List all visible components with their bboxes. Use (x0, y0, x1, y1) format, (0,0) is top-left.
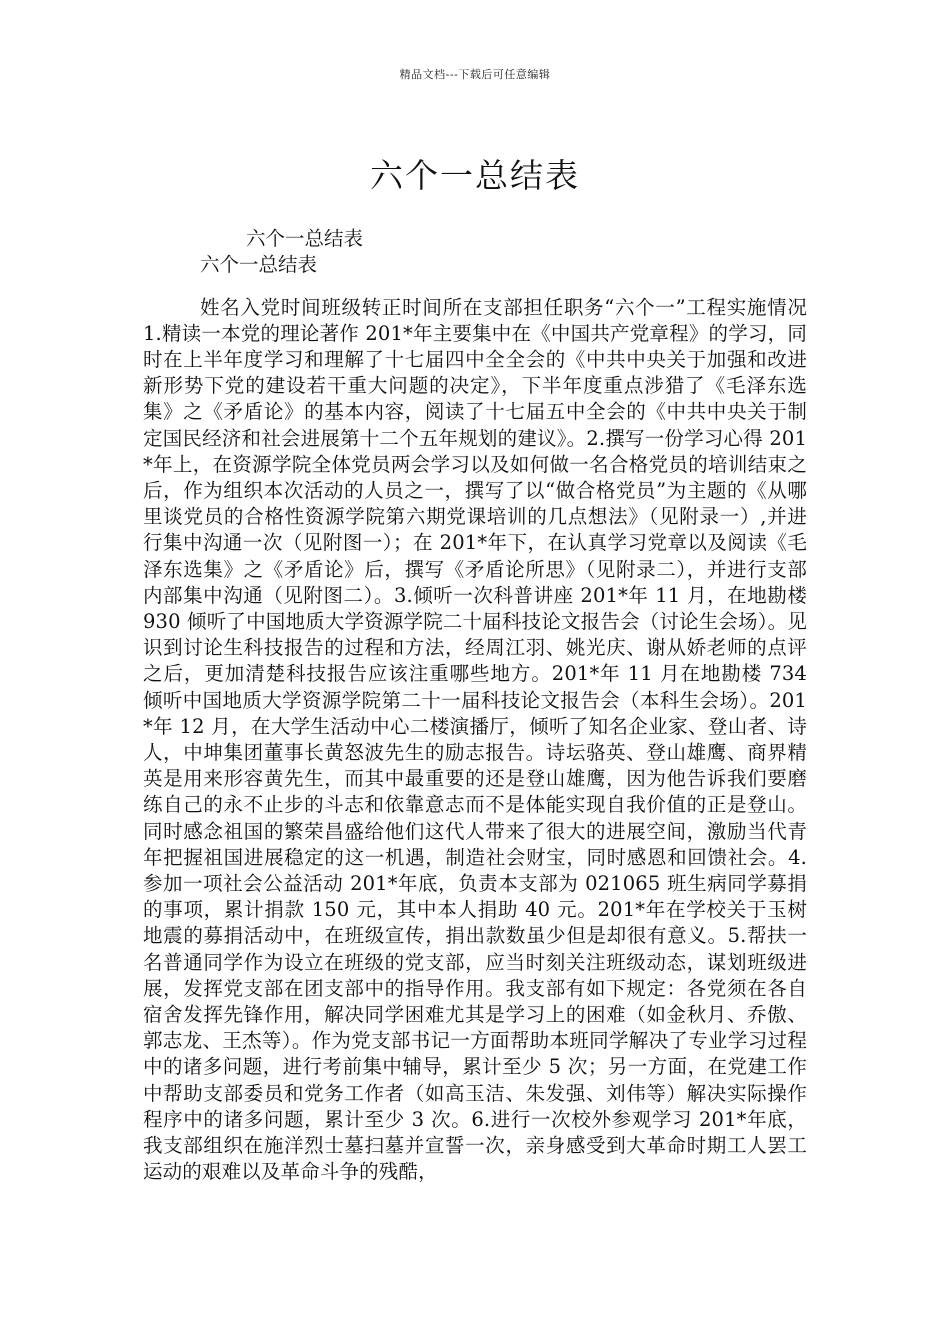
header-note: 精品文档---下载后可任意编辑 (399, 68, 551, 81)
document-subtitle-1: 六个一总结表 (246, 227, 364, 250)
document-title: 六个一总结表 (370, 156, 580, 196)
document-subtitle-2: 六个一总结表 (200, 253, 318, 276)
document-body-paragraph: 姓名入党时间班级转正时间所在支部担任职务“六个一”工程实施情况 1.精读一本党的理论著作 201*年主要集中在《中国共产党章程》的学习，同时在上半年度学习和理解了十七届四中全全会的《中共中央关于加强和改进新形势下党的建设若干重大问题的决定》，下半年度重点涉猎了《毛泽东选集》之《矛盾论》的基本内容，阅读了十七届五中全会的《中共中央关于制定国民经济和社会进展第十二个五年规划的建议》。2.撰写一份学习心得 201*年上，在资源学院全体党员两会学习以及如何做一名合格党员的培训结束之后，作为组织本次活动的人员之一，撰写了以“做合格党员”为主题的《从哪里谈党员的合格性资源学院第六期党课培训的几点想法》（见附录一）,并进行集中沟通一次（见附图一）；在 201*年下，在认真学习党章以及阅读《毛泽东选集》之《矛盾论》后，撰写《矛盾论所思》（见附录二），并进行支部内部集中沟通（见附图二）。3.倾听一次科普讲座 201*年 11 月，在地勘楼 930 倾听了中国地质大学资源学院二十届科技论文报告会（讨论生会场）。见识到讨论生科技报告的过程和方法，经周江羽、姚光庆、谢从娇老师的点评之后，更加清楚科技报告应该注重哪些地方。201*年 11 月在地勘楼 734 倾听中国地质大学资源学院第二十一届科技论文报告会（本科生会场）。201*年 12 月，在大学生活动中心二楼演播厅，倾听了知名企业家、登山者、诗人，中坤集团董事长黄怒波先生的励志报告。诗坛骆英、登山雄鹰、商界精英是用来形容黄先生，而其中最重要的还是登山雄鹰，因为他告诉我们要磨练自己的永不止步的斗志和依靠意志而不是体能实现自我价值的正是登山。同时感念祖国的繁荣昌盛给他们这代人带来了很大的进展空间，激励当代青年把握祖国进展稳定的这一机遇，制造社会财宝，同时感恩和回馈社会。4.参加一项社会公益活动 201*年底，负责本支部为 021065 班生病同学募捐的事项，累计捐款 150 元，其中本人捐助 40 元。201*年在学校关于玉树地震的募捐活动中，在班级宣传，捐出款数虽少但是却很有意义。5.帮扶一名普通同学作为设立在班级的党支部，应当时刻关注班级动态，谋划班级进展，发挥党支部在团支部中的指导作用。我支部有如下规定：各党须在各自宿舍发挥先锋作用，解决同学困难尤其是学习上的困难（如金秋月、乔傲、郭志龙、王杰等）。作为党支部书记一方面帮助本班同学解决了专业学习过程中的诸多问题，进行考前集中辅导，累计至少 5 次；另一方面，在党建工作中帮助支部委员和党务工作者（如高玉洁、朱发强、刘伟等）解决实际操作程序中的诸多问题，累计至少 3 次。6.进行一次校外参观学习 201*年底，我支部组织在施洋烈士墓扫墓并宣誓一次，亲身感受到大革命时期工人罢工运动的艰难以及革命斗争的残酷， (143, 295, 807, 1184)
